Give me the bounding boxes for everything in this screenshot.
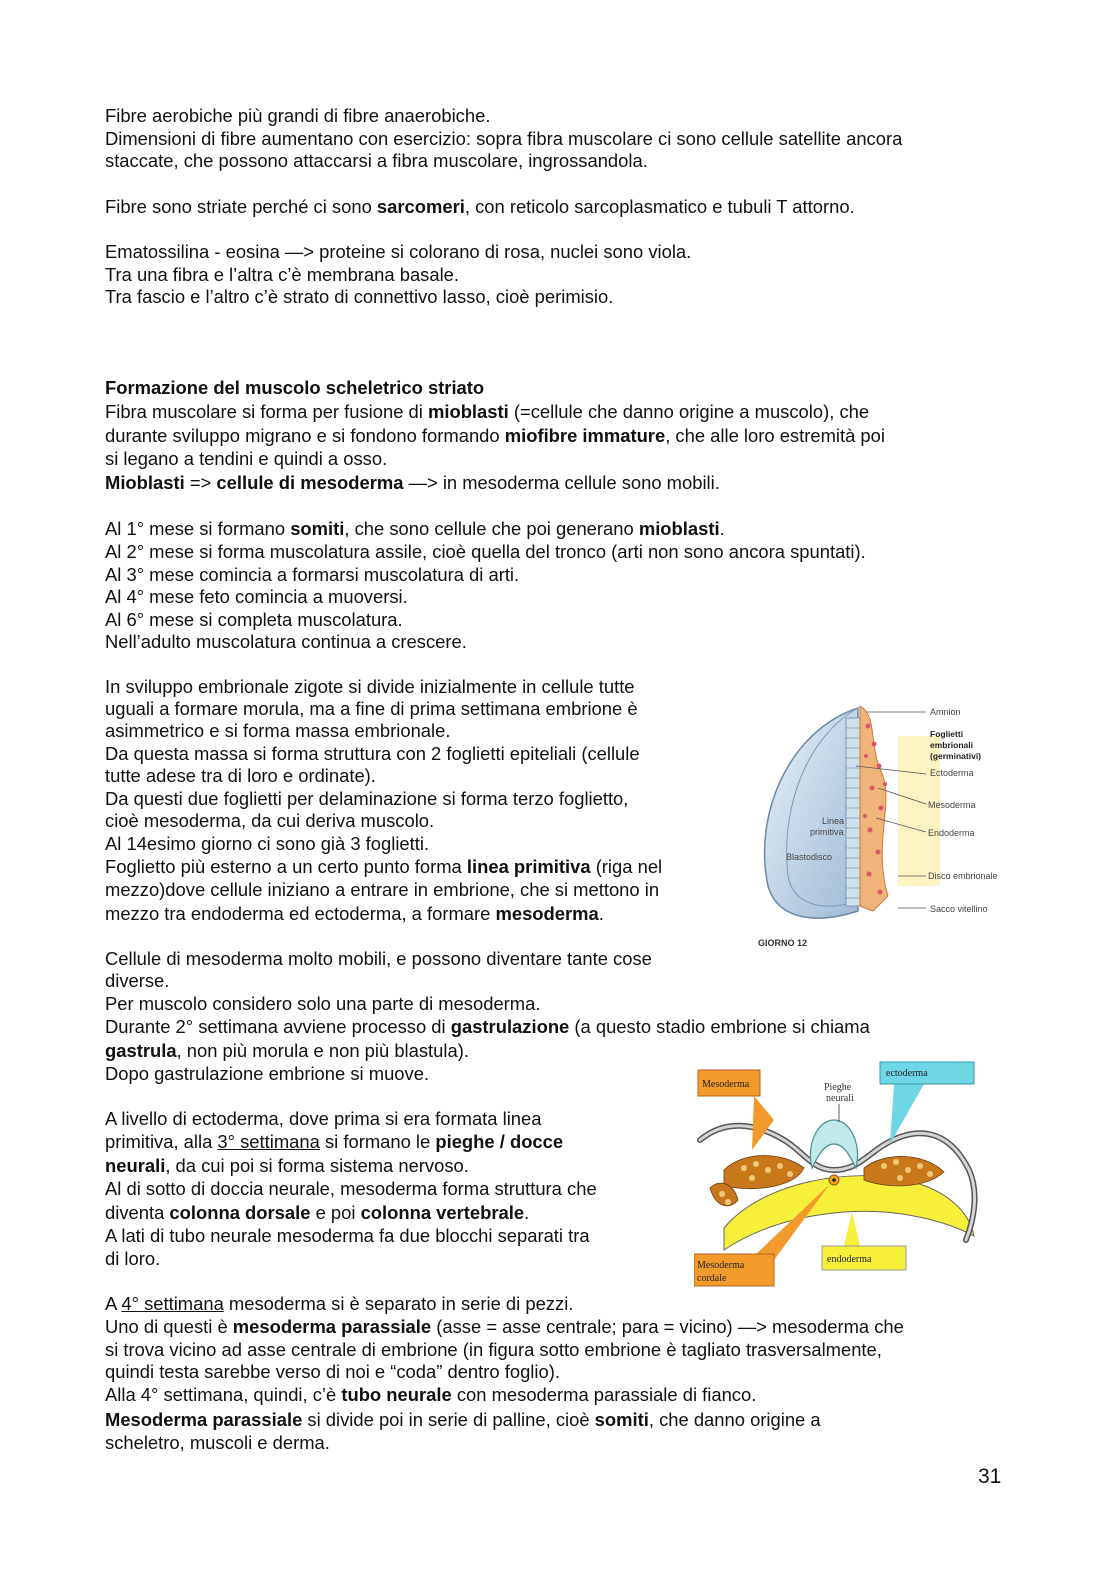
- text-line: quindi testa sarebbe verso di noi e “coda” dentro foglio).: [105, 1361, 560, 1382]
- text-line: A livello di ectoderma, dove prima si era formata linea: [105, 1108, 542, 1129]
- text-line: Nell’adulto muscolatura continua a crescere.: [105, 631, 467, 652]
- text-line: si legano a tendini e quindi a osso.: [105, 448, 388, 469]
- text-line: Al di sotto di doccia neurale, mesoderma forma struttura che: [105, 1178, 597, 1199]
- neural-fold: [810, 1120, 857, 1168]
- label-linea-primitiva: primitiva: [810, 827, 844, 837]
- label-foglietti: (germinativi): [930, 751, 982, 761]
- text-line: diventa colonna dorsale e poi colonna vertebrale.: [105, 1202, 530, 1223]
- figure-caption: GIORNO 12: [758, 938, 808, 948]
- text-line: cioè mesoderma, da cui deriva muscolo.: [105, 810, 435, 831]
- text-line: si trova vicino ad asse centrale di embrione (in figura sotto embrione è tagliato trasversalmente,: [105, 1339, 882, 1360]
- text-line: Cellule di mesoderma molto mobili, e possono diventare tante cose: [105, 948, 652, 969]
- callout-pointer: [752, 1096, 774, 1150]
- text-line: tutte adese tra di loro e ordinate).: [105, 765, 376, 786]
- text-line: Fibra muscolare si forma per fusione di mioblasti (=cellule che danno origine a muscolo), che: [105, 401, 870, 422]
- label-endoderma: endoderma: [827, 1254, 872, 1265]
- neural-folds-figure: [694, 1060, 1006, 1288]
- text-line: durante sviluppo migrano e si fondono formando miofibre immature, che alle loro estremità poi: [105, 425, 885, 446]
- mesoderm-layer: [860, 706, 888, 911]
- text-line: Per muscolo considero solo una parte di mesoderma.: [105, 993, 541, 1014]
- text-line: gastrula, non più morula e non più blastula).: [105, 1040, 469, 1061]
- text-line: Mioblasti => cellule di mesoderma —> in mesoderma cellule sono mobili.: [105, 472, 720, 493]
- text-line: Dimensioni di fibre aumentano con esercizio: sopra fibra muscolare ci sono cellule satellite ancora: [105, 128, 903, 149]
- text-line: Fibre sono striate perché ci sono sarcomeri, con reticolo sarcoplasmatico e tubuli T attorno.: [105, 196, 855, 217]
- text-line: Alla 4° settimana, quindi, c’è tubo neurale con mesoderma parassiale di fianco.: [105, 1384, 757, 1405]
- text-line: Al 6° mese si completa muscolatura.: [105, 609, 403, 630]
- section-heading: Formazione del muscolo scheletrico striato: [105, 377, 485, 398]
- label-mesoderma: Mesoderma: [928, 800, 976, 810]
- blastodisc-shape: [765, 708, 858, 918]
- text-line: staccate, che possono attaccarsi a fibra muscolare, ingrossandola.: [105, 150, 648, 171]
- text-line: A lati di tubo neurale mesoderma fa due blocchi separati tra: [105, 1225, 590, 1246]
- text-line: Al 3° mese comincia a formarsi muscolatura di arti.: [105, 564, 520, 585]
- label-mesoderma-cordale: cordale: [697, 1273, 727, 1284]
- text-line: In sviluppo embrionale zigote si divide inizialmente in cellule tutte: [105, 676, 635, 697]
- label-foglietti: embrionali: [930, 740, 973, 750]
- text-line: Tra fascio e l’altro c’è strato di connettivo lasso, cioè perimisio.: [105, 286, 614, 307]
- label-ectoderma: Ectoderma: [930, 768, 974, 778]
- text-line: Mesoderma parassiale si divide poi in serie di palline, cioè somiti, che danno origine a: [105, 1409, 821, 1430]
- text-line: asimmetrico e si forma massa embrionale.: [105, 720, 451, 741]
- text-line: diverse.: [105, 970, 170, 991]
- label-pieghe-neurali: neurali: [826, 1093, 854, 1104]
- text-line: Al 1° mese si formano somiti, che sono cellule che poi generano mioblasti.: [105, 518, 725, 539]
- text-line: Da questa massa si forma struttura con 2 foglietti epiteliali (cellule: [105, 743, 640, 764]
- text-line: Al 14esimo giorno ci sono già 3 foglietti.: [105, 833, 430, 854]
- text-line: Da questi due foglietti per delaminazione si forma terzo foglietto,: [105, 788, 629, 809]
- text-line: scheletro, muscoli e derma.: [105, 1432, 330, 1453]
- text-line: Tra una fibra e l’altra c’è membrana basale.: [105, 264, 460, 285]
- label-mesoderma: Mesoderma: [702, 1079, 750, 1090]
- label-foglietti: Foglietti: [930, 729, 964, 739]
- label-amnion: Amnion: [930, 707, 961, 717]
- label-disco-embrionale: Disco embrionale: [928, 871, 998, 881]
- text-line: uguali a formare morula, ma a fine di prima settimana embrione è: [105, 698, 638, 719]
- label-sacco-vitellino: Sacco vitellino: [930, 904, 988, 914]
- text-line: Dopo gastrulazione embrione si muove.: [105, 1063, 430, 1084]
- text-line: Durante 2° settimana avviene processo di gastrulazione (a questo stadio embrione si chiama: [105, 1016, 870, 1037]
- text-line: mezzo tra endoderma ed ectoderma, a formare mesoderma.: [105, 903, 604, 924]
- text-line: Al 2° mese si forma muscolatura assile, cioè quella del tronco (arti non sono ancora spuntati).: [105, 541, 866, 562]
- label-linea-primitiva: Linea: [822, 816, 845, 826]
- text-line: primitiva, alla 3° settimana si formano le pieghe / docce: [105, 1131, 564, 1152]
- label-mesoderma-cordale: Mesoderma: [697, 1260, 745, 1271]
- text-line: Uno di questi è mesoderma parassiale (asse = asse centrale; para = vicino) —> mesoderma che: [105, 1316, 904, 1337]
- text-line: Fibre aerobiche più grandi di fibre anaerobiche.: [105, 105, 491, 126]
- text-line: Foglietto più esterno a un certo punto forma linea primitiva (riga nel: [105, 856, 663, 877]
- callout-pointer: [844, 1212, 860, 1246]
- page-number: 31: [978, 1465, 1002, 1488]
- embryo-day12-figure: [748, 696, 1008, 954]
- text-line: Ematossilina - eosina —> proteine si colorano di rosa, nuclei sono viola.: [105, 241, 692, 262]
- label-endoderma: Endoderma: [928, 828, 975, 838]
- text-line: neurali, da cui poi si forma sistema nervoso.: [105, 1155, 469, 1176]
- label-pieghe-neurali: Pieghe: [824, 1082, 852, 1093]
- text-line: A 4° settimana mesoderma si è separato in serie di pezzi.: [105, 1293, 574, 1314]
- text-line: mezzo)dove cellule iniziano a entrare in embrione, che si mettono in: [105, 879, 660, 900]
- text-line: di loro.: [105, 1248, 161, 1269]
- text-line: Al 4° mese feto comincia a muoversi.: [105, 586, 408, 607]
- label-blastodisco: Blastodisco: [786, 852, 833, 862]
- label-ectoderma: ectoderma: [886, 1068, 928, 1079]
